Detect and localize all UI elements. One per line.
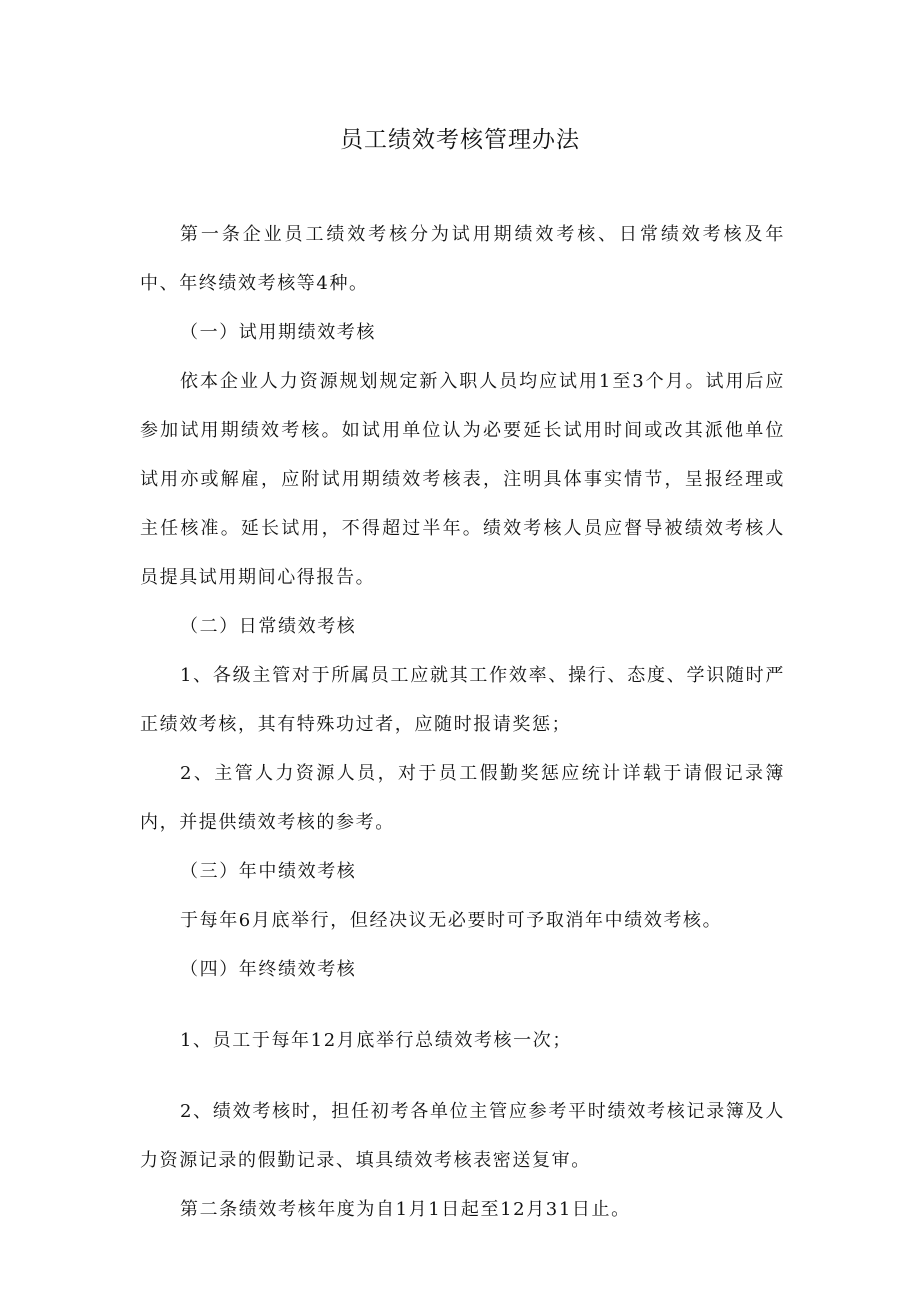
article-1: 第一条企业员工绩效考核分为试用期绩效考核、日常绩效考核及年中、年终绩效考核等4种。 — [140, 224, 785, 294]
section-2-item-2: 2、主管人力资源人员，对于员工假勤奖惩应统计详载于请假记录簿内，并提供绩效考核的参考。 — [140, 763, 785, 833]
section-2-heading: （二）日常绩效考核 — [180, 616, 357, 637]
section-2-item-1: 1、各级主管对于所属员工应就其工作效率、操行、态度、学识随时严正绩效考核，其有特殊功过者，应随时报请奖惩； — [140, 665, 785, 735]
section-1-text: 依本企业人力资源规划规定新入职人员均应试用1至3个月。试用后应参加试用期绩效考核。如试用单位认为必要延长试用时间或改其派他单位试用亦或解雇，应附试用期绩效考核表，注明具体事实情节，呈报经理或主任核准。延长试用，不得超过半年。绩效考核人员应督导被绩效考核人员提具试用期间心得报告。 — [140, 371, 785, 588]
section-1-heading: （一）试用期绩效考核 — [180, 322, 376, 343]
section-4-heading: （四）年终绩效考核 — [180, 959, 357, 980]
document-title: 员工绩效考核管理办法 — [340, 127, 580, 153]
section-3-heading: （三）年中绩效考核 — [180, 861, 357, 882]
section-4-item-2: 2、绩效考核时，担任初考各单位主管应参考平时绩效考核记录簿及人力资源记录的假勤记录、填具绩效考核表密送复审。 — [140, 1101, 785, 1171]
section-4-item-1: 1、员工于每年12月底举行总绩效考核一次； — [180, 1030, 572, 1051]
section-3-text: 于每年6月底举行，但经决议无必要时可予取消年中绩效考核。 — [180, 910, 723, 931]
article-2: 第二条绩效考核年度为自1月1日起至12月31日止。 — [180, 1199, 631, 1220]
document-body — [140, 210, 785, 1234]
